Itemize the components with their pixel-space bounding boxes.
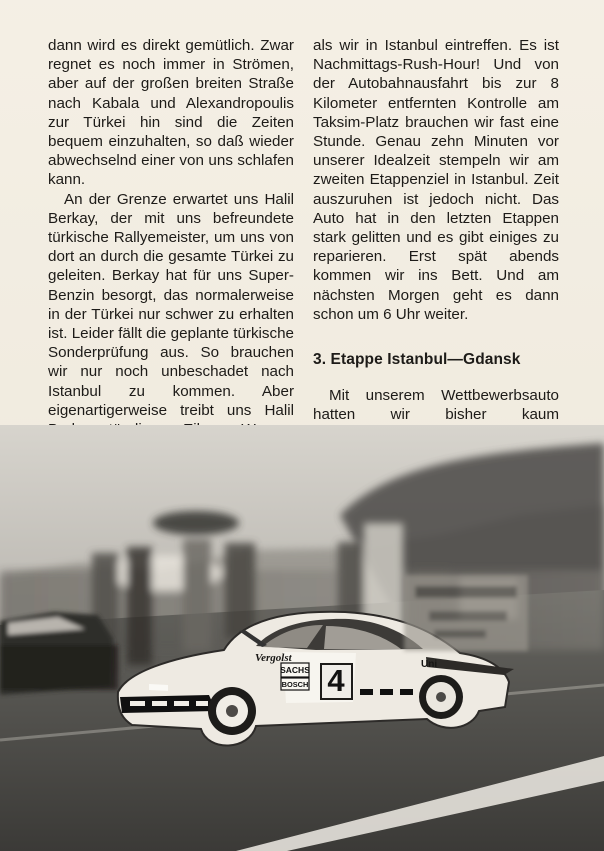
car-number: 4	[327, 663, 345, 698]
left-paragraph-2: An der Grenze erwartet uns Halil Berkay, der mit uns befreundete türkische Rallyemeister, um uns von dort an durch die gesamte Türkei zu geleiten. Berkay hat für uns Super-Benzin besorgt, das normalerweise in der Türkei nur schwer zu erhalten ist. Leider fällt die geplante türkische Sonderprüfung aus. So brauchen wir nur noch unbeschadet nach Istanbul zu kommen. Aber eigenartigerweise treibt uns Halil	[48, 190, 294, 419]
right-paragraph-1: als wir in Istanbul eintreffen. Es ist Nachmittags-Rush-Hour! Und von der Autobahnausfahrt bis zur 8 Kilometer entfernten Kontrolle am Taksim-Platz brauchen wir fast eine Stunde. Genau zehn Minuten vor unserer Idealzeit stempeln wir am zweiten Etappenziel in Istanbul. Zeit auszuruhen ist jedoch nicht. Das Auto hat in den letzten Etappen stark gelitten und es gibt einiges zu reparieren. Erst spät abends kommen wir ins Bett. Und am nächsten Morgen geht es dann schon um 6 Uhr weiter.	[313, 37, 559, 323]
left-paragraph-1: dann wird es direkt gemütlich. Zwar regnet es noch immer in Strömen, aber auf der großen breiten Straße nach Kabala und Alexandropoulis zur Türkei hin sind die Zeiten bequem einzuhalten, so daß wieder abwechselnd einer von uns schlafen kann.	[48, 37, 294, 189]
sponsor-sachs: SACHS	[280, 665, 310, 675]
left-blurred-car	[0, 612, 118, 695]
rally-photo-illustration	[0, 425, 604, 851]
sponsor-vergolst: Vergolst	[255, 652, 292, 664]
left-text-column	[48, 36, 294, 458]
right-paragraph-2: Mit unserem Wettbewerbsauto hatten wir bisher kaum	[313, 387, 559, 424]
section-heading: 3. Etappe Istanbul—Gdansk	[313, 351, 521, 369]
sponsor-uni: Uni	[421, 659, 438, 670]
rally-photo	[0, 425, 604, 851]
sponsor-bosch: BOSCH	[281, 680, 309, 689]
right-text-column	[313, 36, 559, 463]
right-sign	[404, 575, 528, 651]
